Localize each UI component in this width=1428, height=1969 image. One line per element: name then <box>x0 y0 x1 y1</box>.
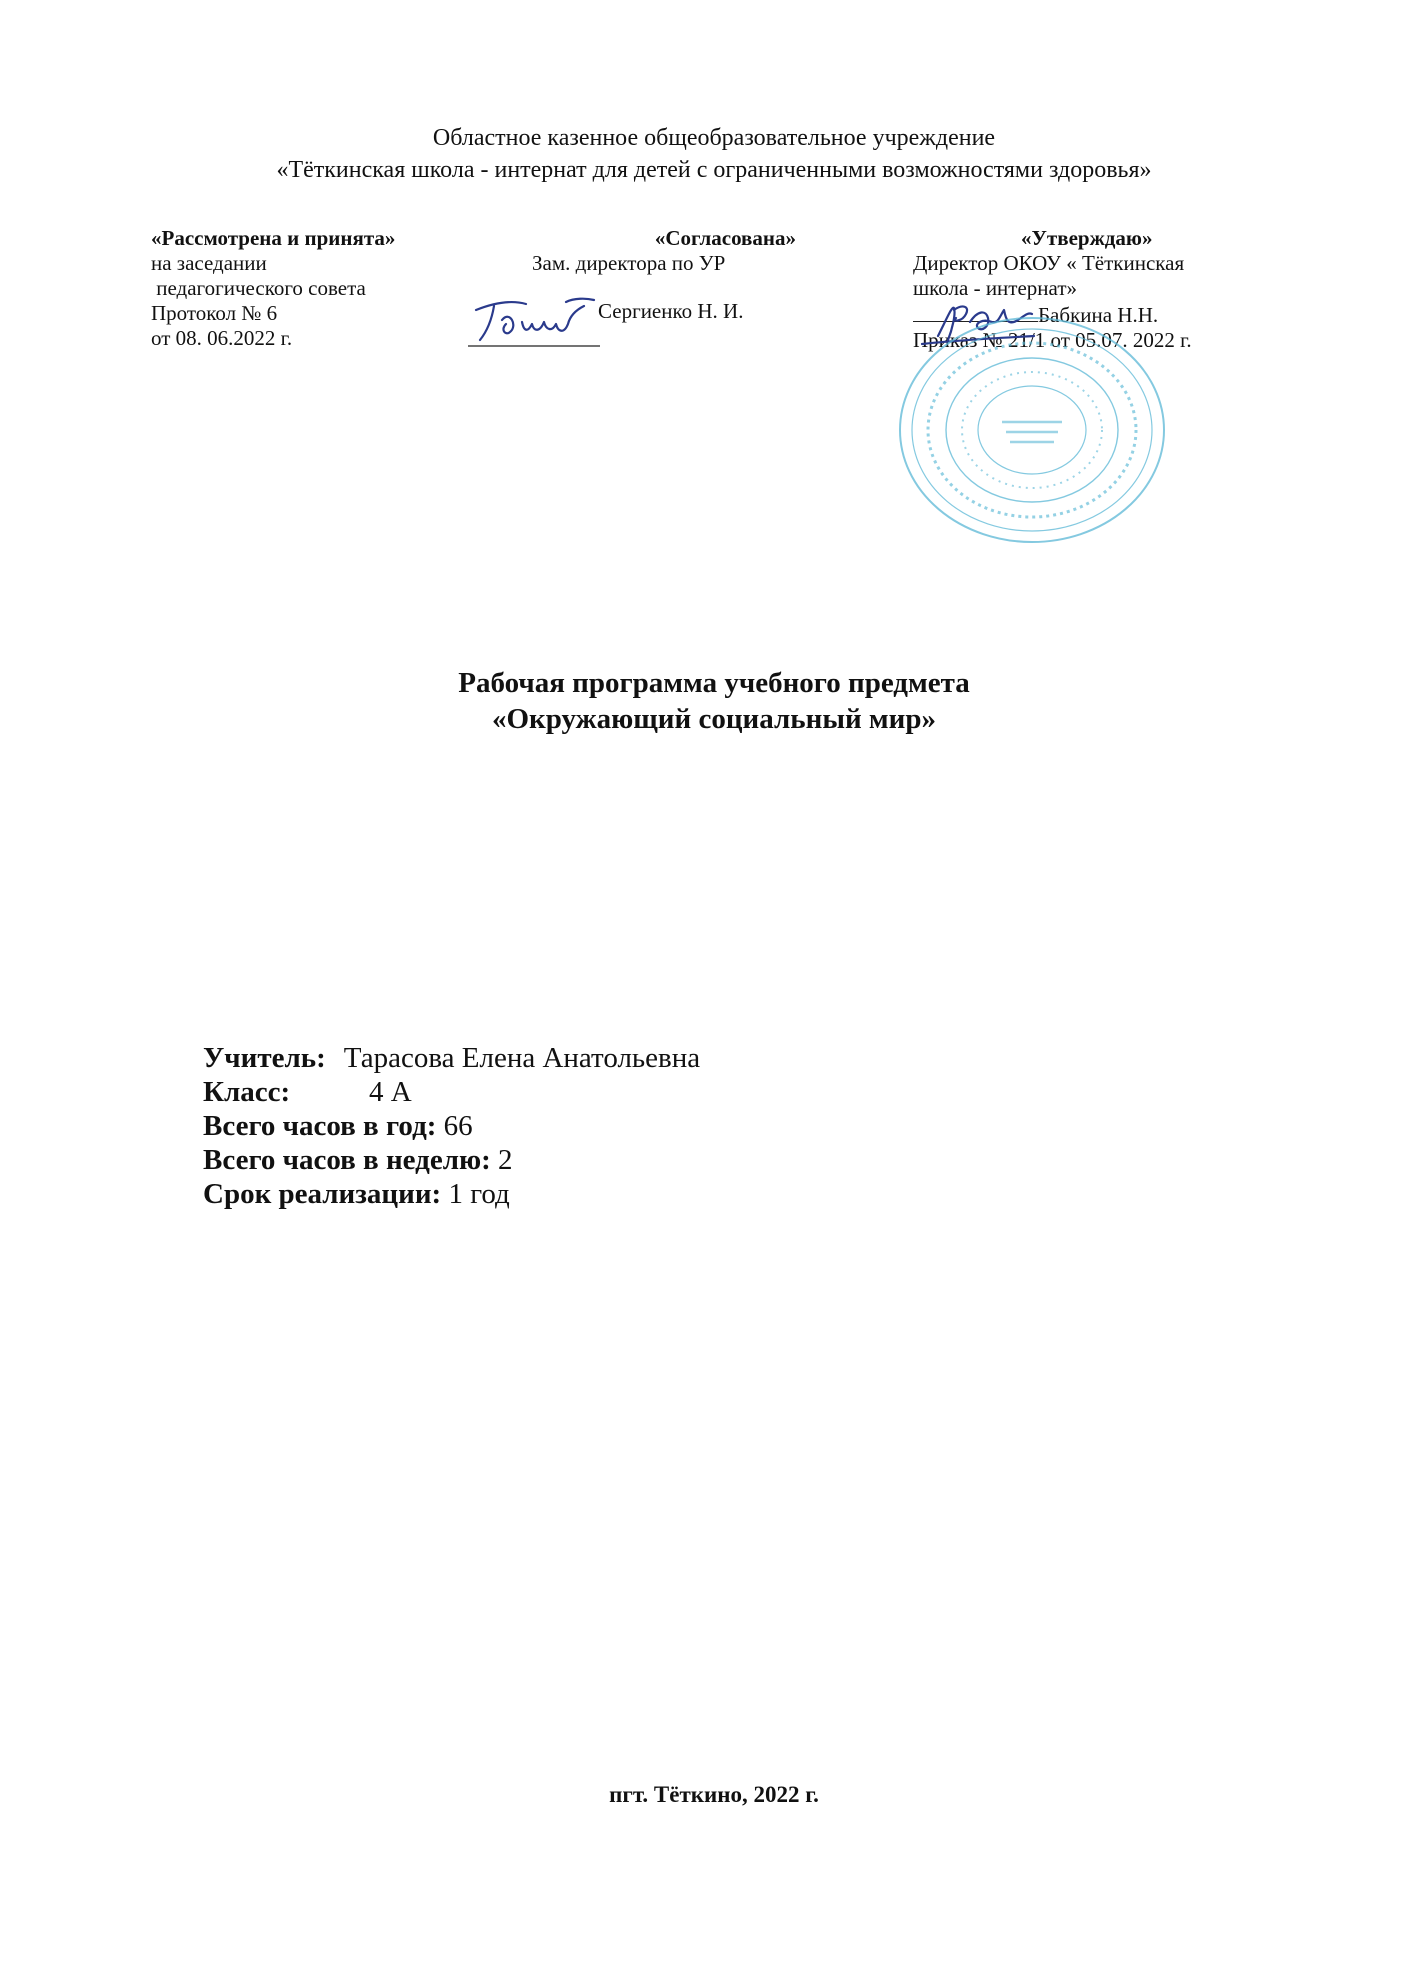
term-value: 1 год <box>448 1178 510 1210</box>
hours-year-row <box>203 1109 473 1143</box>
agreed-heading: «Согласована» <box>654 226 796 250</box>
hours-week-label: Всего часов в неделю: <box>203 1144 491 1176</box>
place-year: пгт. Тёткино, 2022 г. <box>609 1782 819 1807</box>
class-row <box>203 1075 412 1109</box>
teacher-row <box>203 1041 700 1075</box>
considered-protocol: Протокол № 6 <box>151 301 278 325</box>
class-value: 4 А <box>369 1076 412 1108</box>
hours-year-value: 66 <box>443 1110 473 1142</box>
approved-signer: Бабкина Н.Н. <box>1038 303 1159 327</box>
program-title-line2: «Окружающий социальный мир» <box>491 703 937 735</box>
approved-line1: Директор ОКОУ « Тёткинская <box>913 251 1185 275</box>
class-label: Класс: <box>203 1076 291 1108</box>
teacher-value: Тарасова Елена Анатольевна <box>343 1042 701 1074</box>
agreed-line1: Зам. директора по УР <box>532 251 726 275</box>
term-row <box>203 1177 510 1211</box>
term-label: Срок реализации: <box>203 1178 442 1210</box>
institution-name-line2: «Тёткинская школа - интернат для детей с ограниченными возможностями здоровья» <box>276 157 1152 183</box>
approved-order: Приказ № 21/1 от 05.07. 2022 г. <box>913 328 1192 352</box>
hours-year-label: Всего часов в год: <box>203 1110 437 1142</box>
hours-week-value: 2 <box>498 1144 513 1176</box>
considered-line2: педагогического совета <box>151 276 366 300</box>
institution-name-line1: Областное казенное общеобразовательное учреждение <box>432 125 996 151</box>
hours-week-row <box>203 1143 513 1177</box>
considered-date: от 08. 06.2022 г. <box>151 326 293 350</box>
agreed-signer: Сергиенко Н. И. <box>598 299 744 323</box>
approved-heading: «Утверждаю» <box>1021 226 1153 250</box>
considered-block <box>151 226 395 351</box>
considered-line1: на заседании <box>151 251 267 275</box>
teacher-label: Учитель: <box>203 1042 326 1074</box>
official-stamp-seal <box>882 300 1182 560</box>
program-title-line1: Рабочая программа учебного предмета <box>458 667 970 699</box>
approved-line2: школа - интернат» <box>913 276 1077 300</box>
deputy-signature <box>466 296 606 352</box>
considered-heading: «Рассмотрена и принята» <box>151 226 396 250</box>
